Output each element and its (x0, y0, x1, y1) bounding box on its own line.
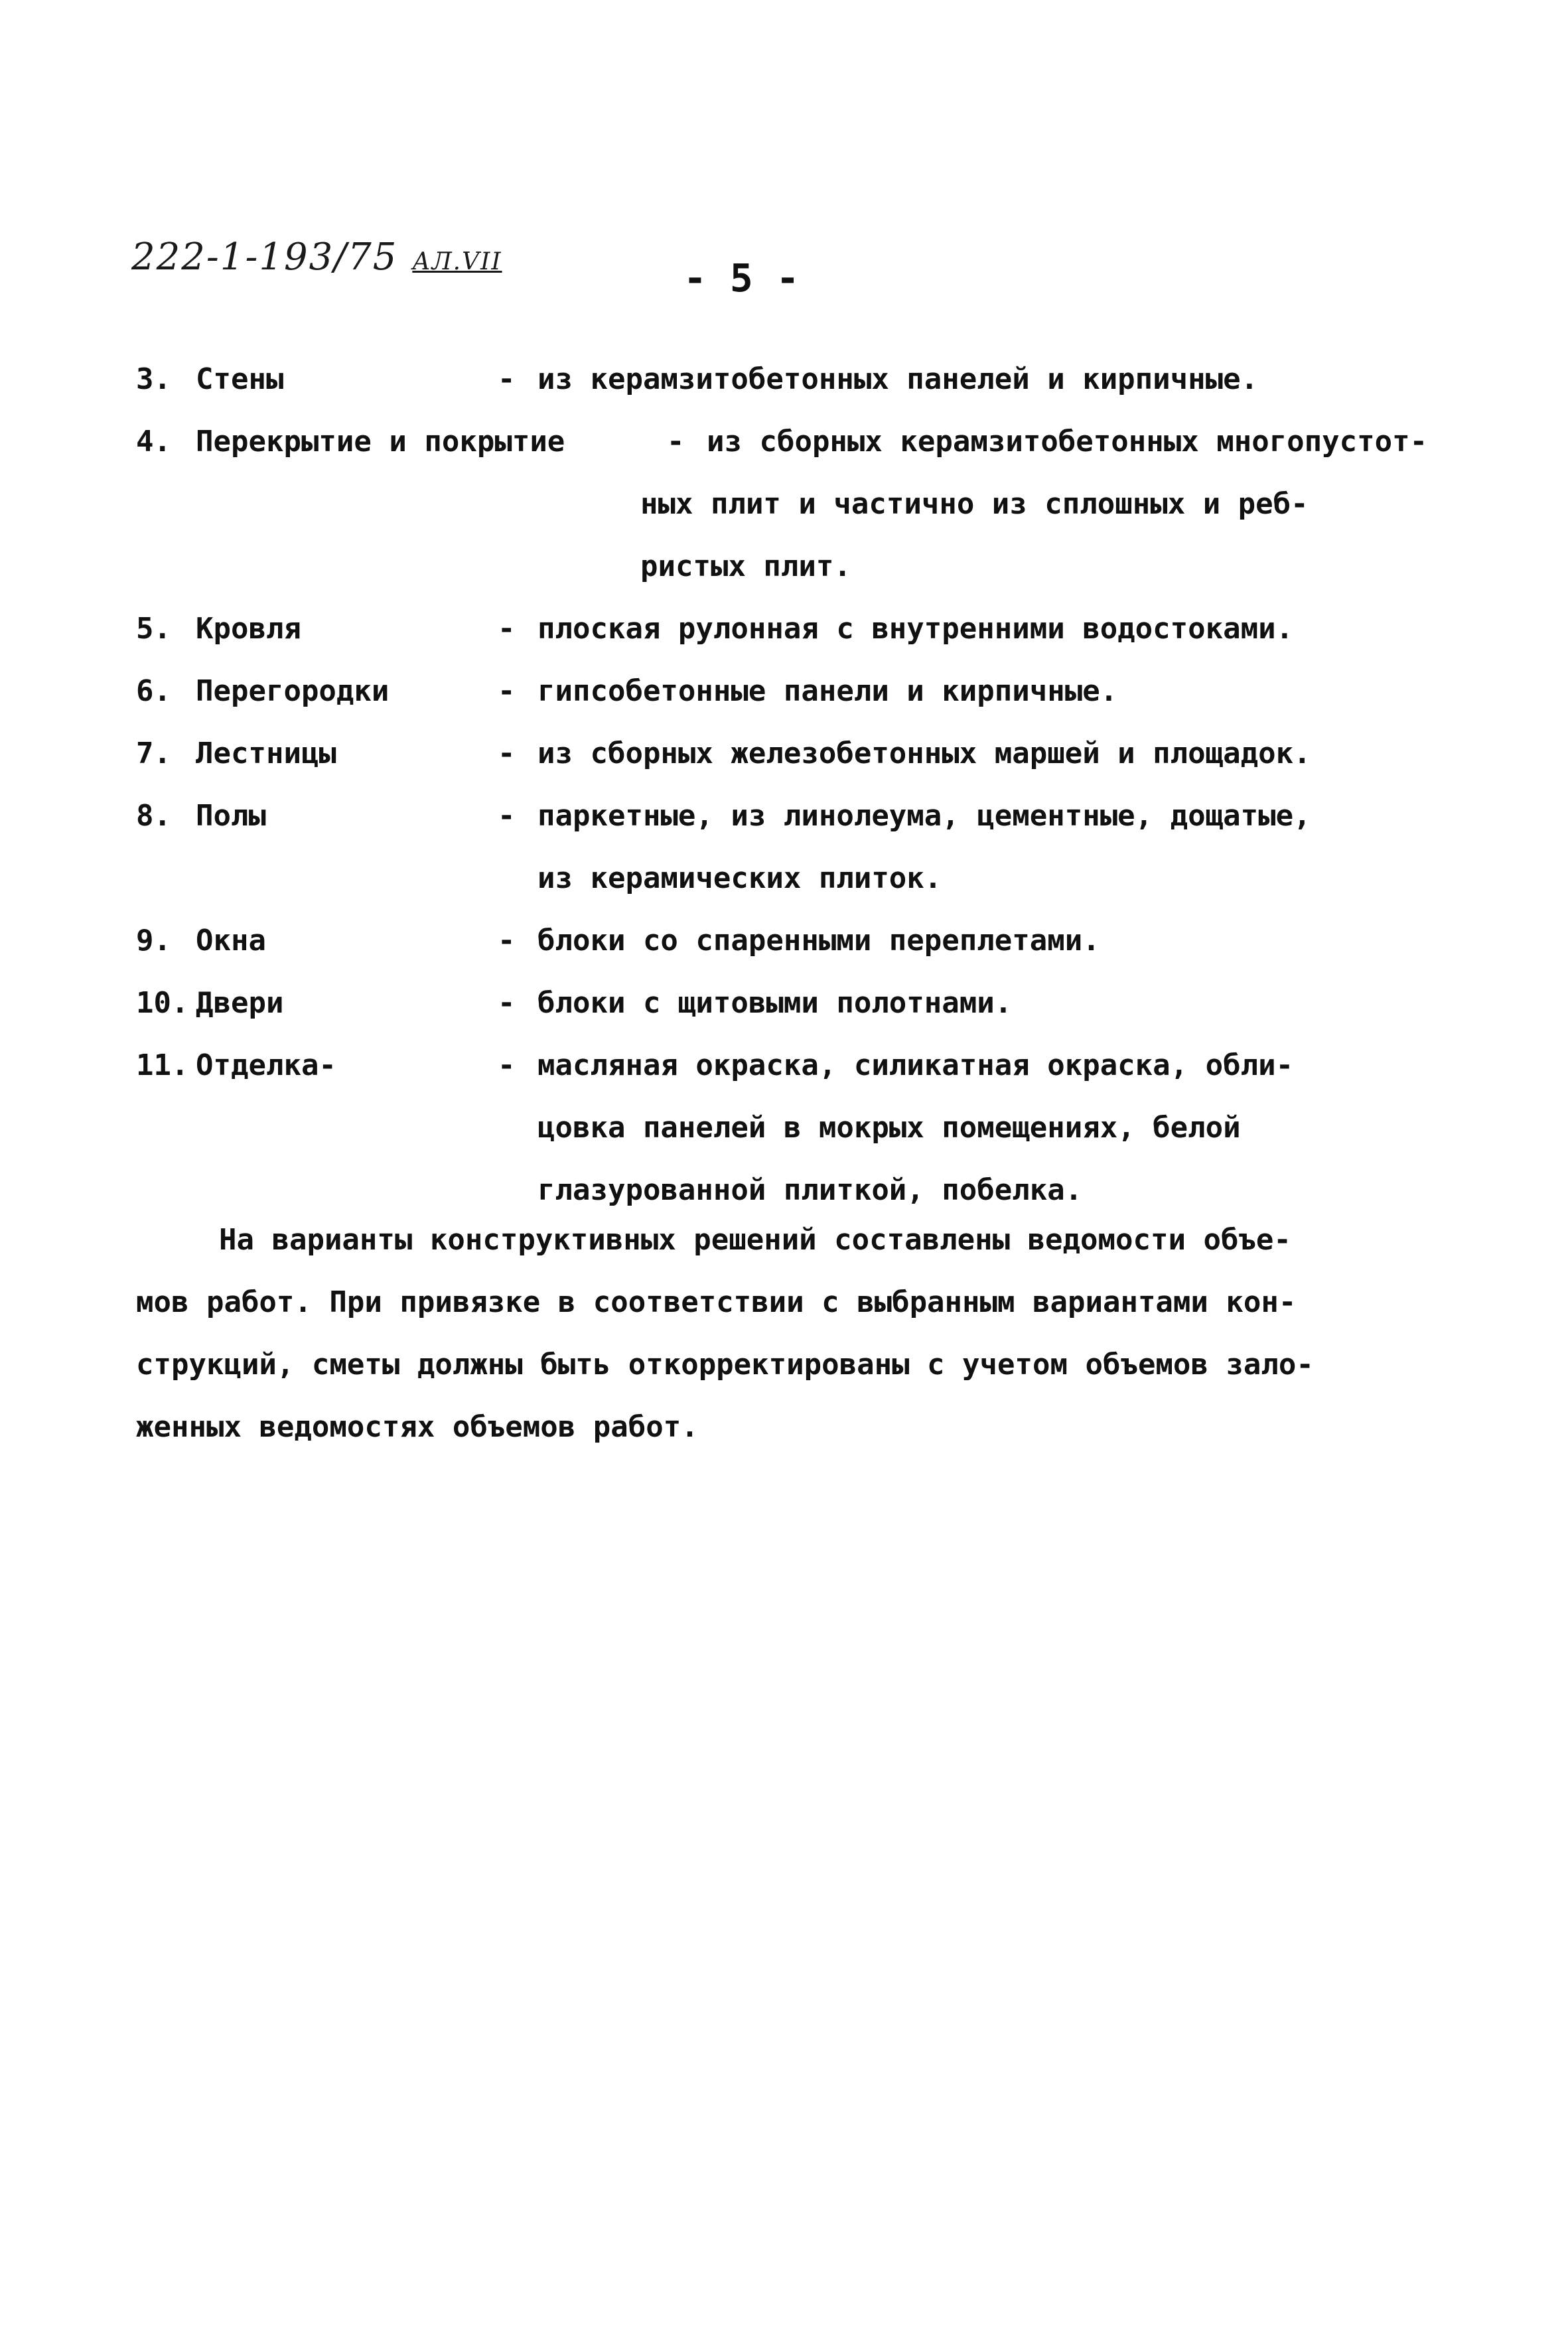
list-item (136, 1034, 1450, 1097)
item-number: 6. (136, 674, 171, 708)
item-name: Двери (196, 986, 284, 1020)
item-description-continuation: цовка панелей в мокрых помещениях, белой (537, 1111, 1241, 1145)
item-number: 10. (136, 986, 189, 1020)
list-item (136, 348, 1450, 411)
item-name: Перекрытие и покрытие (196, 425, 565, 459)
paragraph-line: На варианты конструктивных решений составлены ведомости объе- (219, 1223, 1291, 1257)
item-number: 9. (136, 924, 171, 958)
body-paragraph (136, 1209, 1450, 1459)
item-description: блоки с щитовыми полотнами. (537, 986, 1013, 1020)
item-description: масляная окраска, силикатная окраска, обли- (537, 1048, 1294, 1082)
item-dash: - (498, 737, 516, 770)
item-description-continuation: ных плит и частично из сплошных и реб- (640, 487, 1309, 521)
list-item (136, 723, 1450, 785)
item-dash: - (498, 674, 516, 708)
item-description: гипсобетонные панели и кирпичные. (537, 674, 1118, 708)
item-name: Окна (196, 924, 266, 958)
item-dash: - (498, 799, 516, 833)
sheet-label: АЛ.VII (412, 248, 502, 275)
list-item (136, 660, 1450, 723)
list-item (136, 598, 1450, 660)
item-number: 3. (136, 362, 171, 396)
item-description-continuation: ристых плит. (640, 549, 851, 583)
list-item (136, 910, 1450, 972)
document-code (131, 236, 502, 279)
construction-items-list (136, 348, 1450, 1222)
item-description: из сборных керамзитобетонных многопустот- (707, 425, 1428, 459)
item-dash: - (498, 1048, 516, 1082)
item-description: из керамзитобетонных панелей и кирпичные. (537, 362, 1259, 396)
item-number: 7. (136, 737, 171, 770)
paragraph-line: мов работ. При привязке в соответствии с выбранным вариантами кон- (136, 1285, 1297, 1319)
item-number: 11. (136, 1048, 189, 1082)
item-number: 5. (136, 612, 171, 646)
item-number: 8. (136, 799, 171, 833)
item-name: Стены (196, 362, 284, 396)
item-number: 4. (136, 425, 171, 459)
item-name: Кровля (196, 612, 301, 646)
item-dash: - (667, 425, 685, 459)
item-name: Полы (196, 799, 266, 833)
item-description: из сборных железобетонных маршей и площадок. (537, 737, 1311, 770)
list-item (136, 785, 1450, 847)
page-number: - 5 - (683, 255, 800, 301)
item-description: блоки со спаренными переплетами. (537, 924, 1100, 958)
paragraph-line: струкций, сметы должны быть откорректированы с учетом объемов зало- (136, 1348, 1314, 1382)
item-name: Отделка- (196, 1048, 336, 1082)
paragraph-line: женных ведомостях объемов работ. (136, 1410, 699, 1444)
item-name: Перегородки (196, 674, 390, 708)
item-dash: - (498, 986, 516, 1020)
item-dash: - (498, 362, 516, 396)
item-description: плоская рулонная с внутренними водостоками. (537, 612, 1294, 646)
list-item (136, 411, 1450, 473)
item-description: паркетные, из линолеума, цементные, дощатые, (537, 799, 1311, 833)
item-name: Лестницы (196, 737, 336, 770)
item-description-continuation: из керамических плиток. (537, 861, 942, 895)
list-item (136, 972, 1450, 1034)
item-description-continuation: глазурованной плиткой, побелка. (537, 1173, 1083, 1207)
item-dash: - (498, 924, 516, 958)
item-dash: - (498, 612, 516, 646)
document-code-number: 222-1-193/75 (131, 236, 398, 279)
